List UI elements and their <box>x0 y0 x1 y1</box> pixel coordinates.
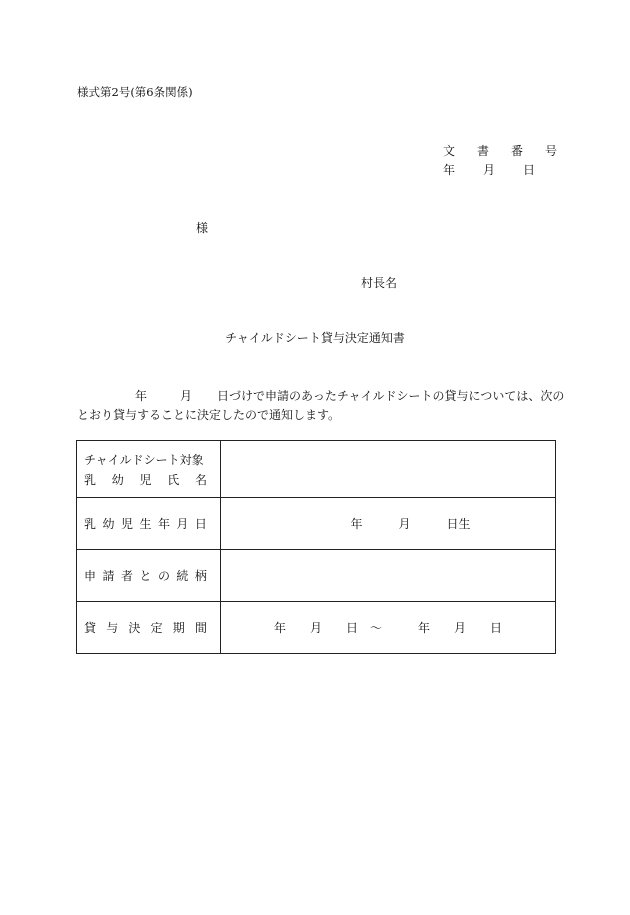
label-char: 続 <box>176 569 189 583</box>
sender-name: 村長名 <box>361 276 398 290</box>
value-loan-period[interactable] <box>221 602 556 654</box>
form-number: 様式第2号(第6条関係) <box>77 85 193 99</box>
period-end-year: 年 <box>418 621 431 635</box>
label-char: 月 <box>176 517 189 531</box>
label-char: 申 <box>84 569 97 583</box>
label-child-name <box>77 441 221 498</box>
label-char: 乳 <box>84 472 97 487</box>
label-loan-period-text <box>84 619 207 636</box>
birth-day: 日生 <box>446 517 471 531</box>
value-child-name[interactable] <box>221 441 556 498</box>
label-char: 氏 <box>167 472 180 487</box>
label-char: 年 <box>157 517 170 531</box>
body-line-2: とおり貸与することに決定したので通知します。 <box>77 408 341 422</box>
loan-period-fields <box>221 619 555 636</box>
label-char: の <box>157 569 170 583</box>
table-row-loan-period <box>77 602 556 654</box>
table-row-child-name <box>77 441 556 498</box>
value-relationship[interactable] <box>221 550 556 602</box>
body-line-1-text: 日づけで申請のあったチャイルドシートの貸与については、次の <box>217 389 565 403</box>
period-tilde: ～ <box>369 621 382 635</box>
issue-date-label <box>443 161 535 178</box>
label-char: 児 <box>120 517 133 531</box>
label-birthdate <box>77 498 221 550</box>
period-end-month: 月 <box>454 621 467 635</box>
date-month-char: 月 <box>483 163 496 177</box>
period-start-day: 日 <box>345 621 358 635</box>
birth-year: 年 <box>350 517 363 531</box>
birth-month: 月 <box>398 517 411 531</box>
date-year-char: 年 <box>443 163 456 177</box>
body-line-1 <box>77 387 564 404</box>
label-char: 決 <box>128 621 141 635</box>
label-char: 幼 <box>102 517 115 531</box>
info-table <box>76 440 556 654</box>
label-char: 間 <box>194 621 207 635</box>
label-char: 生 <box>139 517 152 531</box>
label-char: 柄 <box>194 569 207 583</box>
table-row-relationship <box>77 550 556 602</box>
label-birthdate-text <box>84 515 207 532</box>
date-day-char: 日 <box>523 163 536 177</box>
label-char: 乳 <box>84 517 97 531</box>
label-child-name-line2 <box>84 471 207 488</box>
doc-number-char: 号 <box>545 144 558 158</box>
label-char: 日 <box>194 517 207 531</box>
doc-number-char: 書 <box>477 144 490 158</box>
label-char: 名 <box>194 472 207 487</box>
doc-number-char: 番 <box>511 144 524 158</box>
label-char: 幼 <box>111 472 124 487</box>
document-title: チャイルドシート貸与決定通知書 <box>225 331 405 345</box>
label-char: 貸 <box>84 621 97 635</box>
label-char: と <box>139 569 152 583</box>
recipient-honorific: 様 <box>196 221 209 235</box>
body-month: 月 <box>180 389 193 403</box>
document-number-label <box>443 142 557 159</box>
period-end-day: 日 <box>490 621 503 635</box>
label-char: 定 <box>150 621 163 635</box>
table-row-birthdate <box>77 498 556 550</box>
label-char: 期 <box>172 621 185 635</box>
period-start-year: 年 <box>273 621 286 635</box>
period-start-month: 月 <box>309 621 322 635</box>
label-loan-period <box>77 602 221 654</box>
label-child-name-line1: チャイルドシート対象 <box>84 452 204 467</box>
label-relationship-text <box>84 567 207 584</box>
body-year: 年 <box>135 389 148 403</box>
value-birthdate[interactable] <box>221 498 556 550</box>
label-char: 者 <box>120 569 133 583</box>
birthdate-fields <box>221 515 555 532</box>
label-char: 児 <box>139 472 152 487</box>
label-char: 与 <box>106 621 119 635</box>
label-char: 請 <box>102 569 115 583</box>
label-relationship <box>77 550 221 602</box>
doc-number-char: 文 <box>443 144 456 158</box>
